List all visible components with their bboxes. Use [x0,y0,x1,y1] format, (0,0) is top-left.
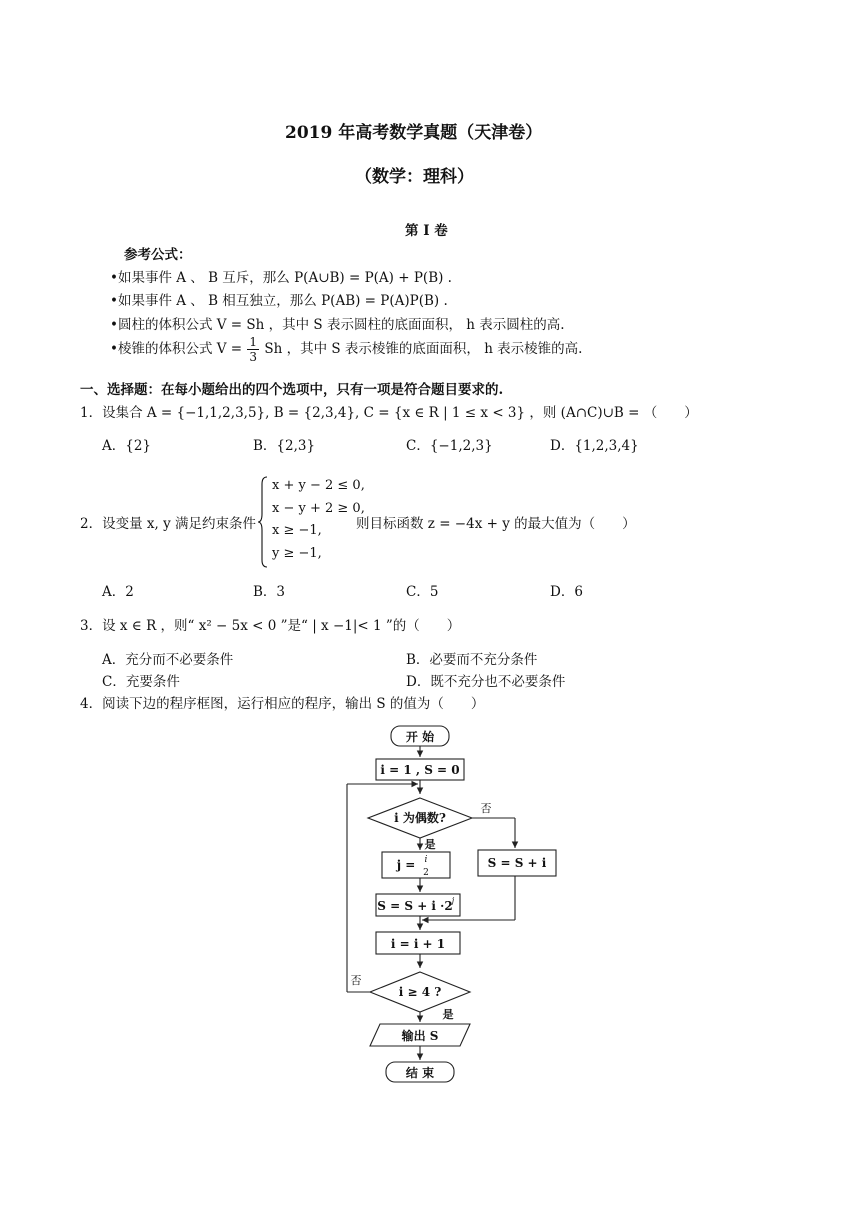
fraction-numerator: 1 [249,335,258,349]
volume-label: 第 I 卷 [405,223,448,239]
flow-cond2-label: i ≥ 4 ? [398,985,442,999]
program-flowchart [340,722,565,1087]
question-3-option-c: C．充要条件 [102,674,180,690]
question-3-option-b: B．必要而不充分条件 [406,652,538,668]
fraction-one-third [247,335,259,364]
formula-cylinder: •圆柱的体积公式 V = Sh ，其中 S 表示圆柱的底面面积， h 表示圆柱的高. [110,317,565,333]
section-heading-choice: 一、选择题：在每小题给出的四个选项中，只有一项是符合题目要求的. [80,382,504,398]
fraction-denominator: 3 [249,350,258,364]
question-1-option-b: B．{2,3} [253,438,316,454]
formula-cone-prefix: •棱锥的体积公式 V = [110,341,243,357]
question-1-option-d: D．{1,2,3,4} [550,438,639,454]
constraint-3: x ≥ −1, [272,523,322,538]
formula-cone-suffix: Sh ，其中 S 表示棱锥的底面面积， h 表示棱锥的高. [264,341,583,357]
question-3-option-d: D．既不充分也不必要条件 [406,674,566,690]
flow-half-lhs: j = [396,858,416,872]
question-3-option-a: A．充分而不必要条件 [102,652,234,668]
question-1-option-c: C．{−1,2,3} [406,438,493,454]
formula-cone [110,335,582,364]
flow-start-label: 开 始 [405,730,435,744]
flow-half-num: i [424,855,428,865]
question-2-option-b: B．3 [253,584,286,600]
question-2-option-c: C．5 [406,584,439,600]
flow-no1-label: 否 [480,802,492,815]
flow-half-box [382,852,450,878]
constraint-1: x + y − 2 ≤ 0, [272,478,365,493]
formula-independent: •如果事件 A 、 B 相互独立，那么 P(AB) = P(A)P(B) . [110,293,448,309]
constraint-4: y ≥ −1, [272,545,322,561]
flow-s-plus-i-label: S = S + i [487,856,547,870]
constraint-system [272,475,365,565]
question-2-suffix: 则目标函数 z = −4x + y 的最大值为（ ） [356,516,636,532]
question-2-prefix: 2．设变量 x, y 满足约束条件 [80,516,256,532]
flow-no2-label: 否 [350,974,362,987]
question-2-option-d: D．6 [550,584,583,600]
question-1-option-a: A．{2} [102,438,152,454]
constraint-2: x − y + 2 ≥ 0, [272,500,365,516]
flow-cond1-label: i 为偶数? [394,811,446,825]
question-4-stem: 4．阅读下边的程序框图，运行相应的程序，输出 S 的值为（ ） [80,696,485,712]
flow-incr-label: i = i + 1 [390,937,446,951]
formulas-heading: 参考公式： [124,247,192,263]
question-2-option-a: A．2 [102,584,134,600]
page-title: 2019 年高考数学真题（天津卷） [285,123,543,143]
question-3-stem: 3．设 x ∈ R ，则“ x² − 5x < 0 ”是“ | x −1|< 1 ”的（ ） [80,618,461,634]
question-1-stem: 1．设集合 A = {−1,1,2,3,5}, B = {2,3,4}, C = {x ∈ R | 1 ≤ x < 3} ，则 (A∩C)∪B = （ ） [80,405,698,421]
formula-exclusive: •如果事件 A 、 B 互斥，那么 P(A∪B) = P(A) + P(B) . [110,270,452,286]
flow-output-label: 输出 S [401,1029,439,1043]
flow-init-label: i = 1 , S = 0 [380,763,460,777]
flow-s-update-label: S = S + i ·2 [377,899,453,913]
flow-yes1-label: 是 [424,838,436,851]
flow-end-label: 结 束 [405,1066,435,1080]
constraint-brace [258,476,268,568]
flow-s-update-exp: j [451,896,455,905]
page-subtitle: （数学：理科） [355,167,474,187]
flow-half-den: 2 [423,868,429,878]
flow-yes2-label: 是 [442,1008,454,1021]
